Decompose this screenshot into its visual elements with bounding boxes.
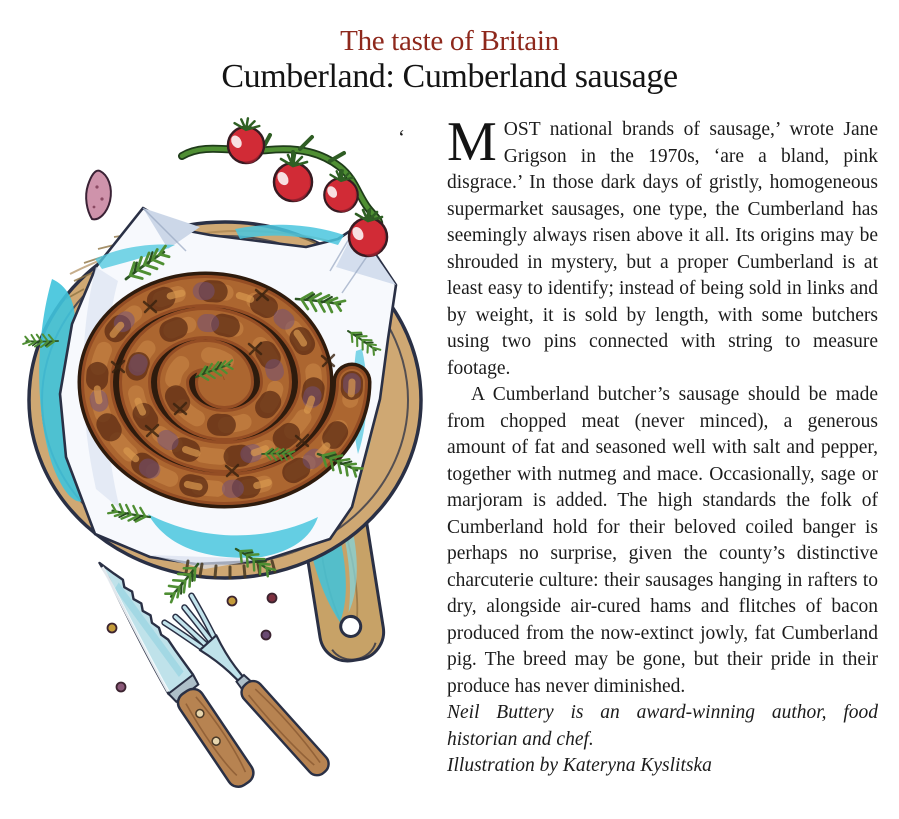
illustrator-credit: Illustration by Kateryna Kyslitska <box>447 755 712 776</box>
lead-caps: OST <box>503 119 541 140</box>
kicker: The taste of Britain <box>340 25 559 57</box>
drop-cap: M <box>447 111 497 173</box>
paragraph-1 <box>447 111 878 382</box>
garlic-clove <box>86 171 111 220</box>
cumberland-sausage-illustration <box>0 109 440 819</box>
paragraph-1-text: national brands of sausage,’ wrote Jane Grigson in the 1970s, ‘are a bland, pink disgrace.’ In those dark days of gristly, homogeneous supermarket sausages, one type, the Cumberland has seemingly always risen above it all. Its origins may be shrouded in mystery, but a proper Cumberland is at least easy to identify; instead of being sold in links and by weight, it is sold by length, with some butchers using two pins connected with string to measure footage. <box>447 119 878 379</box>
hanging-open-quote: ‘ <box>398 125 405 149</box>
article-body <box>398 111 878 780</box>
author-credit: Neil Buttery is an award-winning author, food historian and chef. <box>447 702 878 750</box>
article-header <box>0 0 899 95</box>
paragraph-2: A Cumberland butcher’s sausage should be made from chopped meat (never minced), a generous amount of fat and seasoned well with salt and pepper, together with nutmeg and mace. Occasionally, sage or marjoram is added. The high standards the folk of Cumberland hold for their beloved coiled banger is perhaps no surprise, given the county’s distinctive charcuterie culture: their sausages hanging in rafters to dry, alongside air-cured hams and flitches of bacon produced from the now-extinct jowly, fat Cumberland pig. The breed may be gone, but their pride in their produce has never diminished. <box>447 384 878 697</box>
page-title: Cumberland: Cumberland sausage <box>221 58 678 96</box>
